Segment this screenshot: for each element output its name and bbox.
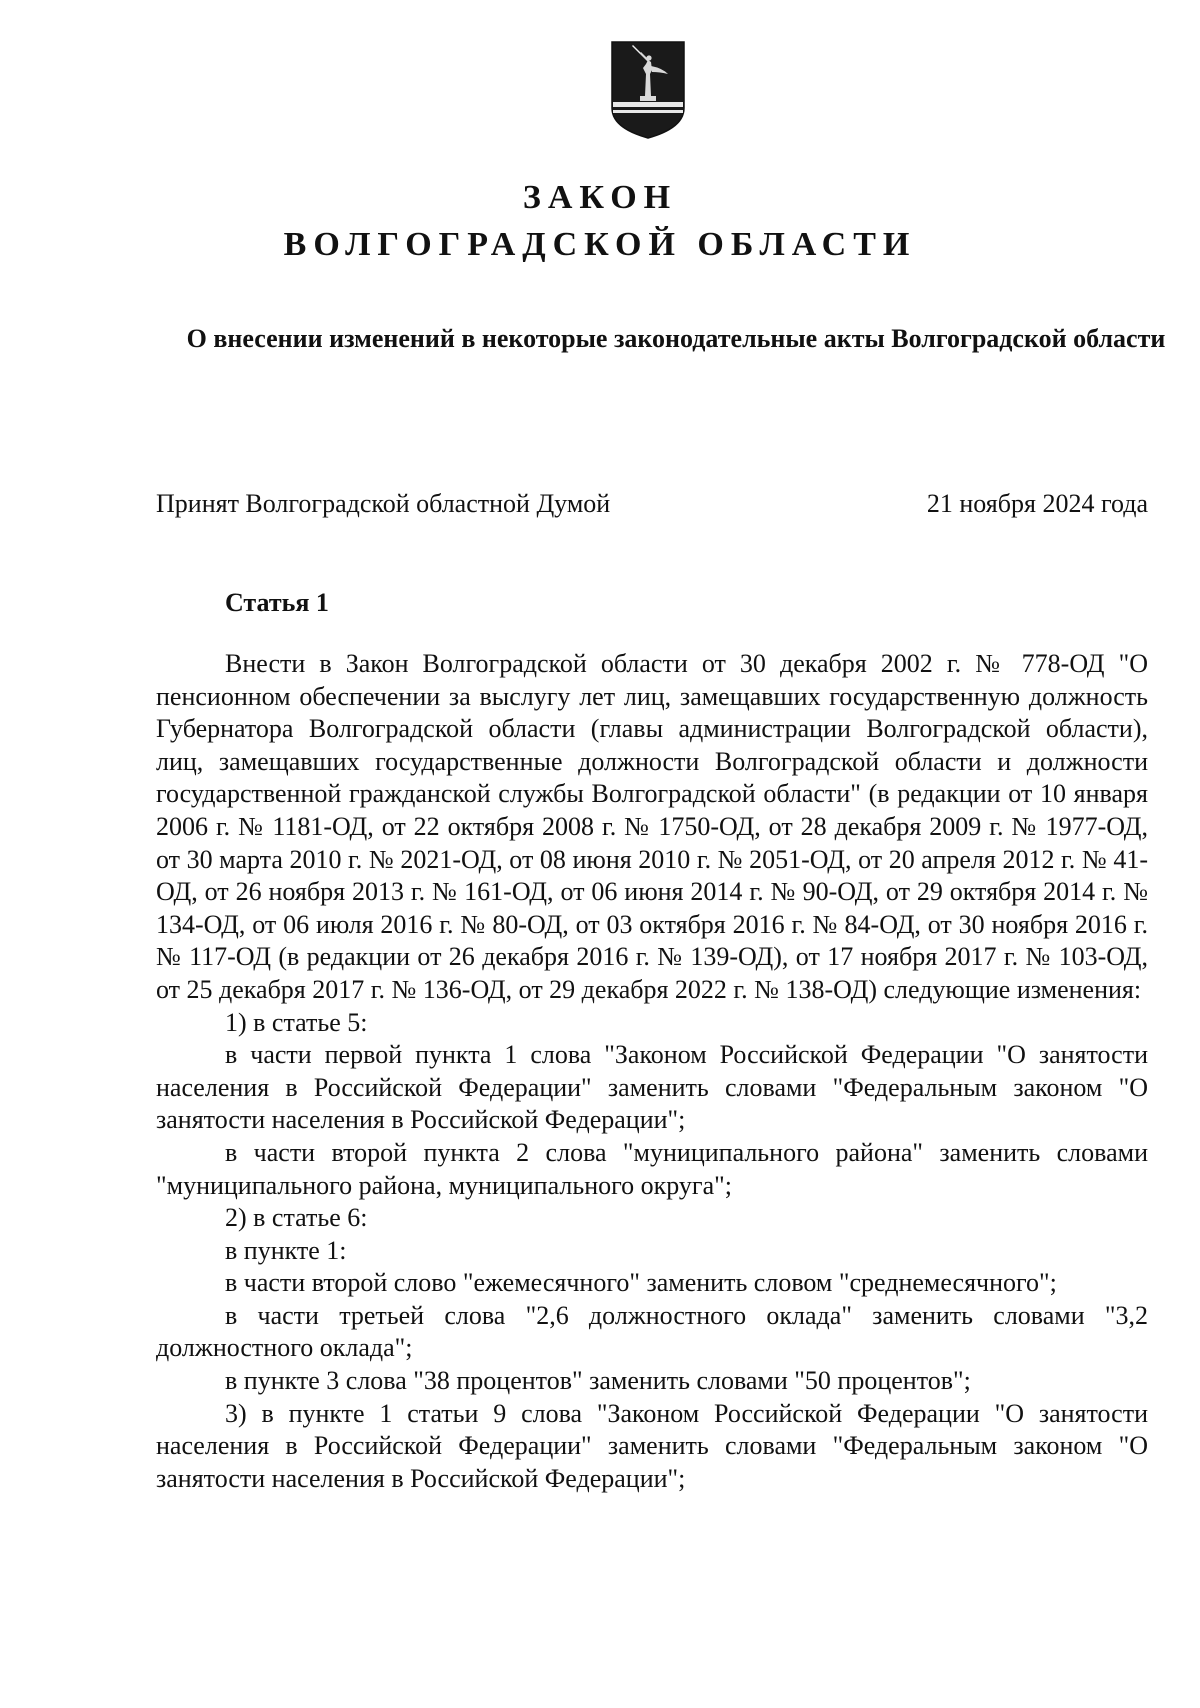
article-paragraph: 1) в статье 5: <box>225 1007 368 1037</box>
article-paragraph: в пункте 3 слова "38 процентов" заменить словами "50 процентов"; <box>225 1366 971 1396</box>
article-paragraph: в части второй слово "ежемесячного" заменить словом "среднемесячного"; <box>225 1268 1057 1298</box>
law-subject: О внесении изменений в некоторые законодательные акты Волгоградской области <box>186 324 1166 353</box>
article-body <box>156 648 1148 1495</box>
article-paragraph: в пункте 1: <box>225 1235 347 1265</box>
law-title-line-2: ВОЛГОГРАДСКОЙ ОБЛАСТИ <box>283 226 917 263</box>
article-paragraph: Внести в Закон Волгоградской области от 30 декабря 2002 г. № 778-ОД "О пенсионном обеспечении за выслугу лет лиц, замещавших государственную должность Губернатора Волгоградской области (главы администрации Волгоградской области), лиц, замещавших государственные должности Волгоградской области и должности государственной гражданской службы Волгоградской области" (в редакции от 10 января 2006 г. № 1181-ОД, от 22 октября 2008 г. № 1750-ОД, от 28 декабря 2009 г. № 1977-ОД, от 30 марта 2010 г. № 2021-ОД, от 08 июня 2010 г. № 2051-ОД, от 20 апреля 2012 г. № 41-ОД, от 26 ноября 2013 г. № 161-ОД, от 06 июня 2014 г. № 90-ОД, от 29 октября 2014 г. № 134-ОД, от 06 июля 2016 г. № 80-ОД, от 03 октября 2016 г. № 84-ОД, от 30 ноября 2016 г. № 117-ОД (в редакции от 26 декабря 2016 г. № 139-ОД), от 17 ноября 2017 г. № 103-ОД, от 25 декабря 2017 г. № 136-ОД, от 29 декабря 2022 г. № 138-ОД) следующие изменения: <box>156 649 1148 1004</box>
article-paragraph: в части второй пункта 2 слова "муниципального района" заменить словами "муниципального района, муниципального округа"; <box>156 1137 1148 1200</box>
adoption-date: 21 ноября 2024 года <box>926 489 1148 518</box>
law-title-line-1: ЗАКОН <box>522 179 678 216</box>
coat-of-arms-icon <box>610 40 686 140</box>
article-heading: Статья 1 <box>225 588 329 617</box>
article-paragraph: 2) в статье 6: <box>225 1203 368 1233</box>
adopted-by: Принят Волгоградской областной Думой <box>156 489 611 518</box>
article-paragraph: в части первой пункта 1 слова "Законом Российской Федерации "О занятости населения в Российской Федерации" заменить словами "Федеральным законом "О занятости населения в Российской Федерации"; <box>156 1040 1148 1135</box>
article-paragraph: в части третьей слова "2,6 должностного оклада" заменить словами "3,2 должностного оклада"; <box>156 1300 1148 1363</box>
article-paragraph: 3) в пункте 1 статьи 9 слова "Законом Российской Федерации "О занятости населения в Российской Федерации" заменить словами "Федеральным законом "О занятости населения в Российской Федерации"; <box>156 1398 1148 1493</box>
